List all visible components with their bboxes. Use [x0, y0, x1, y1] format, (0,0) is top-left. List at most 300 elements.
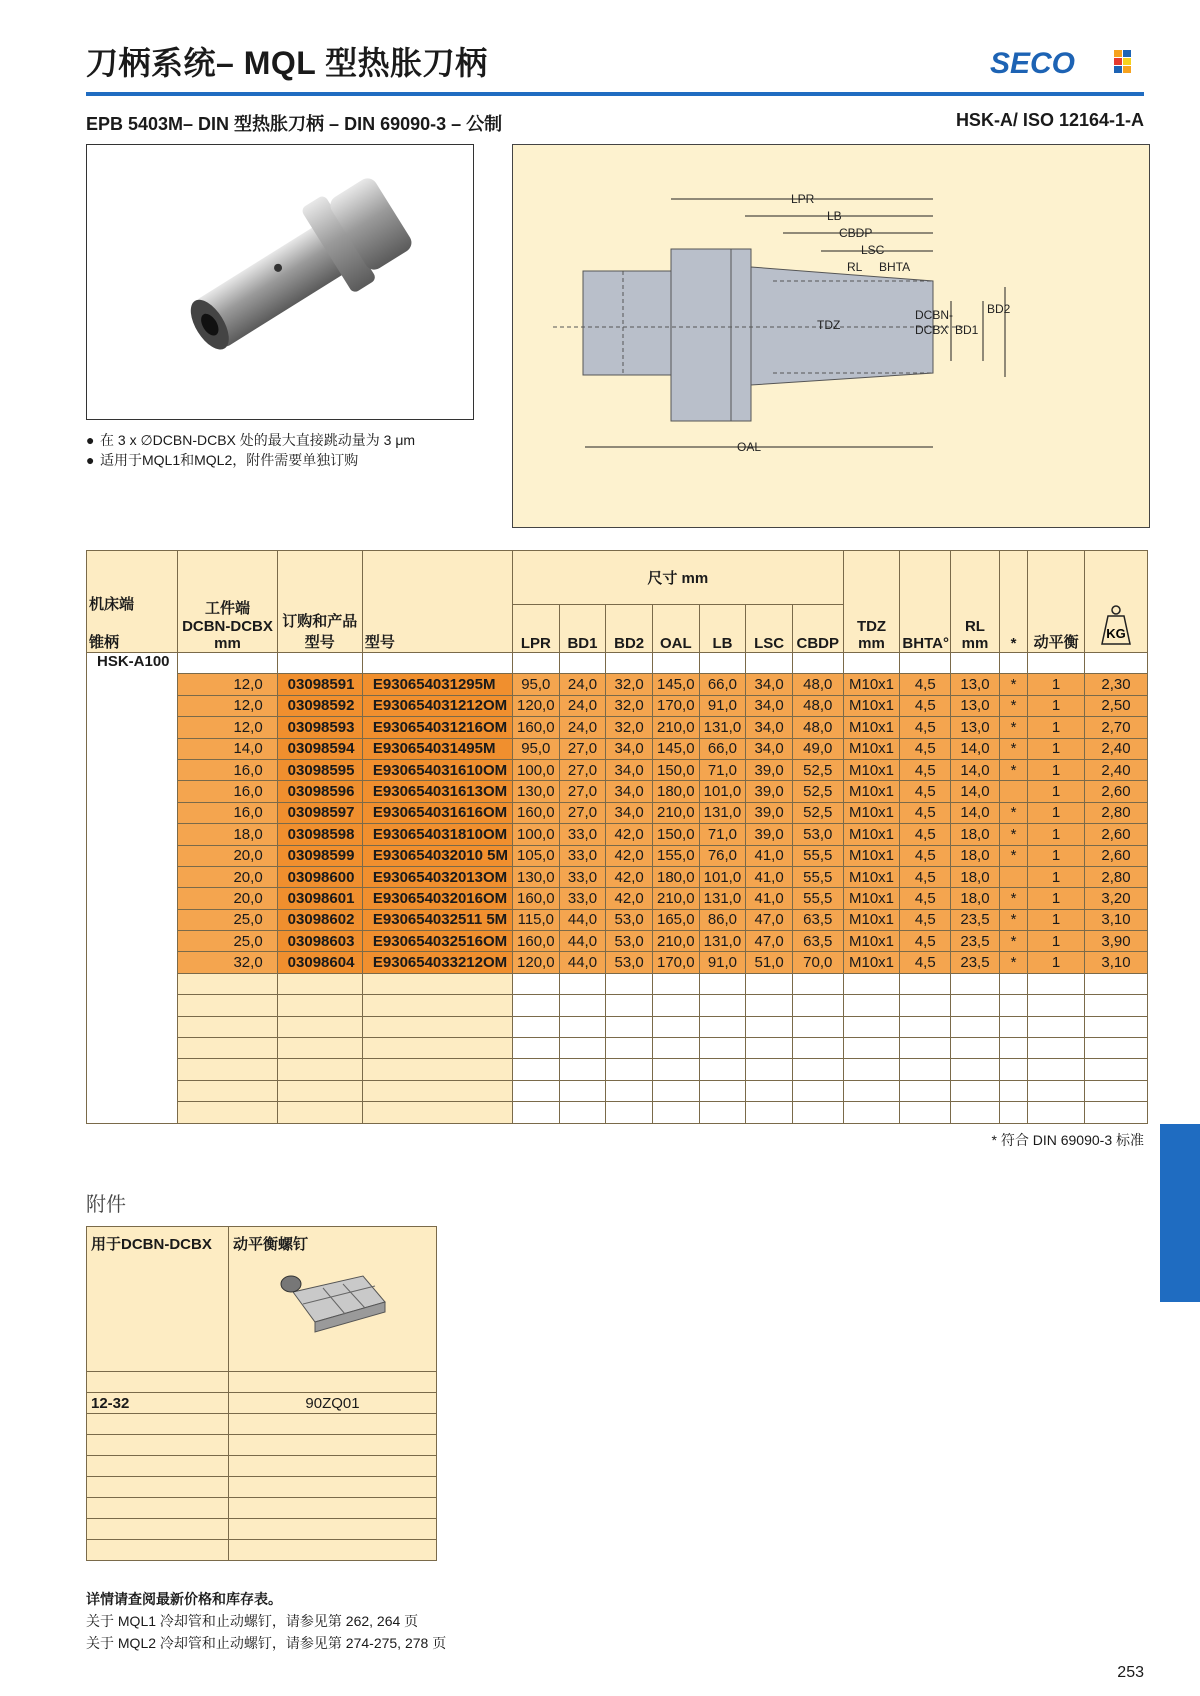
cell-lpr: 100,0: [512, 824, 559, 845]
col-oal: OAL: [652, 605, 699, 653]
technical-drawing: [512, 144, 1150, 528]
cell-designation: E930654032010 5M: [362, 845, 512, 866]
cell-bal: 1: [1028, 888, 1085, 909]
cell-bal: 1: [1028, 759, 1085, 780]
cell-order-code: 03098591: [277, 674, 362, 695]
cell-bal: 1: [1028, 674, 1085, 695]
cell-lpr: 160,0: [512, 802, 559, 823]
col-lb: LB: [699, 605, 746, 653]
cell-star: *: [999, 674, 1027, 695]
cell-star: *: [999, 759, 1027, 780]
cell-dcbn-dcbx: 20,0: [178, 845, 277, 866]
cell-star: *: [999, 824, 1027, 845]
cell-order-code: 03098592: [277, 695, 362, 716]
cell-lb: 71,0: [699, 824, 746, 845]
cell-order-code: 03098596: [277, 781, 362, 802]
cell-oal: 210,0: [652, 717, 699, 738]
cell-bd1: 33,0: [559, 888, 606, 909]
svg-text:LSC: LSC: [861, 243, 885, 257]
cell-rl: 14,0: [951, 781, 1000, 802]
cell-star: *: [999, 738, 1027, 759]
cell-bd1: 24,0: [559, 695, 606, 716]
cell-designation: E930654032016OM: [362, 888, 512, 909]
cell-bal: 1: [1028, 845, 1085, 866]
svg-text:KG: KG: [1106, 626, 1126, 641]
cell-tdz: M10x1: [843, 866, 900, 887]
cell-designation: E930654031610OM: [362, 759, 512, 780]
cell-bd2: 32,0: [606, 674, 653, 695]
cell-bd2: 53,0: [606, 909, 653, 930]
cell-order-code: 03098601: [277, 888, 362, 909]
svg-text:LPR: LPR: [791, 192, 815, 206]
table-row: [87, 931, 1148, 952]
cell-star: *: [999, 888, 1027, 909]
note-item: ● 在 3 x ∅DCBN-DCBX 处的最大直接跳动量为 3 μm: [86, 432, 416, 448]
cell-lsc: 51,0: [746, 952, 793, 973]
cell-cbdp: 55,5: [792, 888, 843, 909]
cell-lsc: 39,0: [746, 759, 793, 780]
cell-tdz: M10x1: [843, 909, 900, 930]
weight-icon: [1096, 604, 1136, 648]
cell-dcbn-dcbx: 20,0: [178, 888, 277, 909]
tool-holder-image: [87, 145, 473, 419]
table-row: [87, 802, 1148, 823]
cell-oal: 170,0: [652, 695, 699, 716]
cell-lsc: 47,0: [746, 909, 793, 930]
cell-bd2: 42,0: [606, 845, 653, 866]
svg-text:DCBX: DCBX: [915, 323, 949, 337]
cell-lsc: 34,0: [746, 695, 793, 716]
col-cbdp: CBDP: [792, 605, 843, 653]
cell-lsc: 34,0: [746, 717, 793, 738]
cell-rl: 18,0: [951, 888, 1000, 909]
cell-oal: 150,0: [652, 824, 699, 845]
cell-lpr: 95,0: [512, 738, 559, 759]
cell-bd1: 27,0: [559, 781, 606, 802]
col-din-star: *: [999, 551, 1027, 653]
cell-star: *: [999, 717, 1027, 738]
cell-lpr: 160,0: [512, 931, 559, 952]
cell-lb: 131,0: [699, 802, 746, 823]
cell-bhta: 4,5: [900, 909, 951, 930]
col-tdz: TDZ mm: [843, 551, 900, 653]
cell-dcbn-dcbx: 32,0: [178, 952, 277, 973]
cell-lsc: 34,0: [746, 738, 793, 759]
cell-kg: 3,90: [1085, 931, 1148, 952]
cell-tdz: M10x1: [843, 717, 900, 738]
cell-bd2: 53,0: [606, 931, 653, 952]
cell-bhta: 4,5: [900, 931, 951, 952]
cell-dcbn-dcbx: 25,0: [178, 909, 277, 930]
product-subtitle: EPB 5403M– DIN 型热胀刀柄 – DIN 69090-3 – 公制: [86, 114, 503, 134]
cell-bhta: 4,5: [900, 866, 951, 887]
col-bd2: BD2: [606, 605, 653, 653]
cell-oal: 155,0: [652, 845, 699, 866]
cell-kg: 2,40: [1085, 738, 1148, 759]
accessories-title: 附件: [86, 1194, 126, 1216]
cell-lpr: 100,0: [512, 759, 559, 780]
cell-oal: 145,0: [652, 674, 699, 695]
cell-rl: 18,0: [951, 845, 1000, 866]
cell-dcbn-dcbx: 12,0: [178, 674, 277, 695]
mql1-note: 关于 MQL1 冷却管和止动螺钉，请参见第 262, 264 页: [86, 1613, 419, 1629]
cell-lpr: 120,0: [512, 695, 559, 716]
bottom-notes: [86, 1588, 446, 1654]
col-weight: [1085, 551, 1148, 653]
cell-kg: 2,80: [1085, 866, 1148, 887]
table-row: [87, 952, 1148, 973]
cell-rl: 23,5: [951, 909, 1000, 930]
cell-cbdp: 52,5: [792, 802, 843, 823]
cell-rl: 13,0: [951, 674, 1000, 695]
cell-bhta: 4,5: [900, 824, 951, 845]
cell-lsc: 34,0: [746, 674, 793, 695]
cell-rl: 23,5: [951, 931, 1000, 952]
cell-bal: 1: [1028, 952, 1085, 973]
cell-order-code: 03098595: [277, 759, 362, 780]
page-number: 253: [1117, 1664, 1144, 1681]
cell-star: *: [999, 952, 1027, 973]
cell-cbdp: 49,0: [792, 738, 843, 759]
cell-bd2: 42,0: [606, 866, 653, 887]
cell-bd2: 34,0: [606, 781, 653, 802]
table-row: [87, 674, 1148, 695]
cell-lsc: 41,0: [746, 845, 793, 866]
cell-kg: 2,40: [1085, 759, 1148, 780]
cell-dcbn-dcbx: 18,0: [178, 824, 277, 845]
product-photo: [86, 144, 474, 420]
col-balance: 动平衡: [1028, 551, 1085, 653]
cell-cbdp: 53,0: [792, 824, 843, 845]
cell-lb: 101,0: [699, 781, 746, 802]
cell-bd2: 42,0: [606, 888, 653, 909]
table-row: [87, 759, 1148, 780]
cell-bd1: 44,0: [559, 952, 606, 973]
cell-tdz: M10x1: [843, 888, 900, 909]
empty-row: [87, 1102, 1148, 1123]
cell-bd1: 33,0: [559, 845, 606, 866]
note-item: ● 适用于MQL1和MQL2，附件需要单独订购: [86, 452, 359, 468]
cell-tdz: M10x1: [843, 824, 900, 845]
cell-lsc: 41,0: [746, 888, 793, 909]
acc-range: 12-32: [87, 1393, 229, 1414]
svg-text:OAL: OAL: [737, 440, 762, 454]
cell-cbdp: 52,5: [792, 781, 843, 802]
cell-kg: 3,10: [1085, 952, 1148, 973]
col-bhta: BHTA°: [900, 551, 951, 653]
cell-star: *: [999, 802, 1027, 823]
cell-cbdp: 70,0: [792, 952, 843, 973]
col-dimensions-group: 尺寸 mm: [512, 551, 843, 605]
product-table: [86, 550, 1148, 1124]
cell-kg: 2,30: [1085, 674, 1148, 695]
cell-star: [999, 781, 1027, 802]
table-row: [87, 845, 1148, 866]
cell-oal: 210,0: [652, 888, 699, 909]
cell-bd1: 27,0: [559, 738, 606, 759]
cell-order-code: 03098603: [277, 931, 362, 952]
cell-bd1: 44,0: [559, 909, 606, 930]
cell-bhta: 4,5: [900, 738, 951, 759]
cell-kg: 2,60: [1085, 845, 1148, 866]
cell-cbdp: 63,5: [792, 909, 843, 930]
cell-designation: E930654031616OM: [362, 802, 512, 823]
cell-rl: 18,0: [951, 866, 1000, 887]
cell-cbdp: 63,5: [792, 931, 843, 952]
svg-text:CBDP: CBDP: [839, 226, 873, 240]
cell-lb: 86,0: [699, 909, 746, 930]
cell-kg: 3,20: [1085, 888, 1148, 909]
cell-lpr: 105,0: [512, 845, 559, 866]
cell-lpr: 95,0: [512, 674, 559, 695]
dimension-drawing: [513, 145, 1149, 527]
cell-bhta: 4,5: [900, 888, 951, 909]
table-row: [87, 866, 1148, 887]
cell-star: *: [999, 845, 1027, 866]
cell-order-code: 03098604: [277, 952, 362, 973]
cell-cbdp: 48,0: [792, 695, 843, 716]
price-note: 详情请查阅最新价格和库存表。: [86, 1591, 282, 1607]
cell-oal: 145,0: [652, 738, 699, 759]
cell-bhta: 4,5: [900, 952, 951, 973]
cell-rl: 18,0: [951, 824, 1000, 845]
cell-order-code: 03098593: [277, 717, 362, 738]
cell-bal: 1: [1028, 802, 1085, 823]
cell-lb: 131,0: [699, 888, 746, 909]
cell-dcbn-dcbx: 12,0: [178, 695, 277, 716]
cell-bd1: 44,0: [559, 931, 606, 952]
svg-text:TDZ: TDZ: [817, 318, 841, 332]
cell-lsc: 39,0: [746, 802, 793, 823]
cell-bal: 1: [1028, 738, 1085, 759]
cell-lpr: 160,0: [512, 888, 559, 909]
cell-kg: 2,60: [1085, 824, 1148, 845]
cell-bhta: 4,5: [900, 845, 951, 866]
cell-rl: 14,0: [951, 802, 1000, 823]
table-row: [87, 781, 1148, 802]
cell-rl: 13,0: [951, 695, 1000, 716]
cell-lb: 131,0: [699, 717, 746, 738]
cell-designation: E930654031212OM: [362, 695, 512, 716]
cell-cbdp: 55,5: [792, 845, 843, 866]
cell-dcbn-dcbx: 12,0: [178, 717, 277, 738]
acc-part: 90ZQ01: [229, 1393, 437, 1414]
cell-bal: 1: [1028, 824, 1085, 845]
cell-designation: E930654031810OM: [362, 824, 512, 845]
empty-row: [87, 995, 1148, 1016]
cell-lb: 91,0: [699, 695, 746, 716]
cell-bd2: 53,0: [606, 952, 653, 973]
cell-designation: E930654031295M: [362, 674, 512, 695]
product-table-body: [87, 653, 1148, 1124]
svg-text:BHTA: BHTA: [879, 260, 911, 274]
cell-designation: E930654031216OM: [362, 717, 512, 738]
acc-col-range: 用于DCBN-DCBX: [87, 1227, 229, 1372]
cell-designation: E930654033212OM: [362, 952, 512, 973]
cell-tdz: M10x1: [843, 931, 900, 952]
cell-bal: 1: [1028, 695, 1085, 716]
cell-kg: 2,60: [1085, 781, 1148, 802]
header-rule: [86, 92, 1144, 96]
cell-designation: E930654032013OM: [362, 866, 512, 887]
cell-designation: E930654031613OM: [362, 781, 512, 802]
seco-logo: [990, 44, 1140, 80]
cell-order-code: 03098602: [277, 909, 362, 930]
cell-tdz: M10x1: [843, 674, 900, 695]
cell-bd2: 42,0: [606, 824, 653, 845]
cell-bhta: 4,5: [900, 759, 951, 780]
cell-oal: 165,0: [652, 909, 699, 930]
cell-lpr: 130,0: [512, 866, 559, 887]
shank-cell: HSK-A100: [87, 653, 178, 1124]
cell-oal: 180,0: [652, 781, 699, 802]
cell-bd1: 33,0: [559, 866, 606, 887]
cell-rl: 14,0: [951, 759, 1000, 780]
cell-lsc: 39,0: [746, 781, 793, 802]
cell-lb: 101,0: [699, 866, 746, 887]
cell-lpr: 160,0: [512, 717, 559, 738]
screw-box-icon: [273, 1262, 393, 1342]
cell-order-code: 03098594: [277, 738, 362, 759]
cell-cbdp: 48,0: [792, 717, 843, 738]
cell-order-code: 03098600: [277, 866, 362, 887]
cell-tdz: M10x1: [843, 738, 900, 759]
cell-kg: 2,50: [1085, 695, 1148, 716]
cell-star: *: [999, 909, 1027, 930]
cell-lpr: 115,0: [512, 909, 559, 930]
cell-tdz: M10x1: [843, 759, 900, 780]
svg-text:RL: RL: [847, 260, 863, 274]
cell-bd1: 24,0: [559, 717, 606, 738]
din-footnote: * 符合 DIN 69090-3 标准: [991, 1132, 1144, 1148]
table-row: [87, 738, 1148, 759]
cell-bd2: 34,0: [606, 802, 653, 823]
cell-bhta: 4,5: [900, 717, 951, 738]
cell-lpr: 120,0: [512, 952, 559, 973]
col-order-code: 订购和产品型号: [277, 551, 362, 653]
acc-col-balance-screw: 动平衡螺钉: [229, 1227, 437, 1372]
cell-lb: 66,0: [699, 738, 746, 759]
cell-bhta: 4,5: [900, 802, 951, 823]
col-designation: 型号: [362, 551, 512, 653]
page-title: 刀柄系统– MQL 型热胀刀柄: [86, 45, 488, 81]
empty-row: [87, 1038, 1148, 1059]
accessories-table: [86, 1226, 437, 1561]
svg-text:LB: LB: [827, 209, 842, 223]
cell-dcbn-dcbx: 14,0: [178, 738, 277, 759]
cell-rl: 23,5: [951, 952, 1000, 973]
cell-bal: 1: [1028, 866, 1085, 887]
acc-row: [87, 1393, 437, 1414]
cell-tdz: M10x1: [843, 952, 900, 973]
cell-bal: 1: [1028, 909, 1085, 930]
cell-kg: 2,70: [1085, 717, 1148, 738]
shank-row: [87, 653, 1148, 674]
feature-notes: [86, 430, 415, 470]
section-tab: [1160, 1124, 1200, 1302]
cell-lsc: 41,0: [746, 866, 793, 887]
cell-dcbn-dcbx: 25,0: [178, 931, 277, 952]
cell-bd2: 34,0: [606, 759, 653, 780]
cell-bd1: 27,0: [559, 759, 606, 780]
cell-bhta: 4,5: [900, 695, 951, 716]
svg-text:SECO: SECO: [990, 47, 1076, 80]
cell-oal: 150,0: [652, 759, 699, 780]
cell-bal: 1: [1028, 781, 1085, 802]
cell-tdz: M10x1: [843, 802, 900, 823]
cell-order-code: 03098598: [277, 824, 362, 845]
cell-dcbn-dcbx: 16,0: [178, 759, 277, 780]
col-lpr: LPR: [512, 605, 559, 653]
table-row: [87, 909, 1148, 930]
cell-rl: 13,0: [951, 717, 1000, 738]
cell-order-code: 03098597: [277, 802, 362, 823]
cell-dcbn-dcbx: 20,0: [178, 866, 277, 887]
cell-lb: 91,0: [699, 952, 746, 973]
cell-bal: 1: [1028, 931, 1085, 952]
cell-lb: 131,0: [699, 931, 746, 952]
cell-dcbn-dcbx: 16,0: [178, 802, 277, 823]
table-row: [87, 717, 1148, 738]
cell-bd2: 32,0: [606, 717, 653, 738]
cell-lb: 71,0: [699, 759, 746, 780]
cell-lb: 76,0: [699, 845, 746, 866]
cell-tdz: M10x1: [843, 695, 900, 716]
cell-lsc: 47,0: [746, 931, 793, 952]
cell-star: [999, 866, 1027, 887]
cell-oal: 180,0: [652, 866, 699, 887]
cell-oal: 210,0: [652, 802, 699, 823]
cell-designation: E930654032511 5M: [362, 909, 512, 930]
cell-designation: E930654031495M: [362, 738, 512, 759]
cell-cbdp: 55,5: [792, 866, 843, 887]
empty-row: [87, 1059, 1148, 1080]
cell-kg: 2,80: [1085, 802, 1148, 823]
svg-text:BD2: BD2: [987, 302, 1011, 316]
cell-lsc: 39,0: [746, 824, 793, 845]
table-row: [87, 888, 1148, 909]
cell-dcbn-dcbx: 16,0: [178, 781, 277, 802]
table-row: [87, 695, 1148, 716]
cell-oal: 170,0: [652, 952, 699, 973]
cell-oal: 210,0: [652, 931, 699, 952]
table-row: [87, 824, 1148, 845]
cell-bal: 1: [1028, 717, 1085, 738]
mql2-note: 关于 MQL2 冷却管和止动螺钉，请参见第 274-275, 278 页: [86, 1635, 447, 1651]
cell-tdz: M10x1: [843, 781, 900, 802]
cell-bd1: 27,0: [559, 802, 606, 823]
cell-bhta: 4,5: [900, 674, 951, 695]
col-workpiece-side: 工件端 DCBN-DCBX mm: [178, 551, 277, 653]
cell-tdz: M10x1: [843, 845, 900, 866]
svg-text:BD1: BD1: [955, 323, 979, 337]
cell-bhta: 4,5: [900, 781, 951, 802]
col-machine-side: 机床端 锥柄: [87, 551, 178, 653]
svg-text:DCBN-: DCBN-: [915, 308, 953, 322]
cell-designation: E930654032516OM: [362, 931, 512, 952]
cell-star: *: [999, 931, 1027, 952]
standard-label: HSK-A/ ISO 12164-1-A: [955, 110, 1144, 130]
cell-rl: 14,0: [951, 738, 1000, 759]
cell-cbdp: 48,0: [792, 674, 843, 695]
cell-bd2: 32,0: [606, 695, 653, 716]
cell-cbdp: 52,5: [792, 759, 843, 780]
cell-lpr: 130,0: [512, 781, 559, 802]
empty-row: [87, 1080, 1148, 1101]
cell-lb: 66,0: [699, 674, 746, 695]
empty-row: [87, 973, 1148, 994]
col-rl: RL mm: [951, 551, 1000, 653]
